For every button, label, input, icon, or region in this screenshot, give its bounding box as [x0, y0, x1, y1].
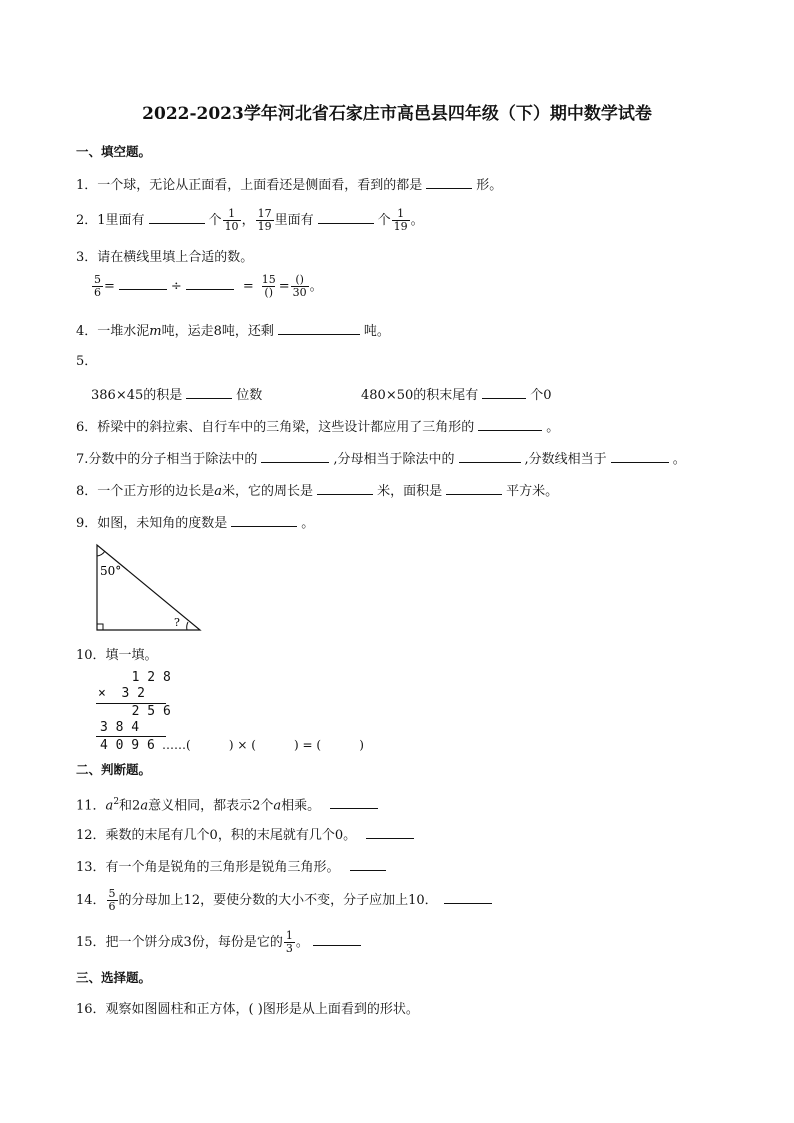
- fill-in-expression[interactable]: ……( ) × ( ) = ( ): [162, 738, 364, 752]
- angle-label-50: 50°: [100, 564, 122, 578]
- question-11: [76, 794, 382, 814]
- question-5b: [361, 386, 552, 404]
- section-heading-judgement: 二、判断题。: [76, 762, 152, 777]
- question-2-text-d: 个: [377, 213, 391, 228]
- angle-arc-bottom: [187, 622, 188, 630]
- answer-blank[interactable]: [444, 891, 492, 904]
- question-5b-suffix: 个0: [530, 388, 552, 403]
- question-4: [76, 322, 390, 340]
- question-11-label: 11．: [76, 798, 106, 814]
- question-3-equation: [91, 272, 323, 302]
- angle-arc-top: [97, 551, 105, 556]
- answer-blank[interactable]: [261, 450, 329, 463]
- divide-sign: ÷: [170, 279, 182, 294]
- unknown-angle-label: ?: [174, 616, 180, 629]
- question-8-text: 8．一个正方形的边长是: [76, 484, 215, 499]
- variable-a: a: [273, 798, 282, 814]
- partial-product-row-2: 3 8 4: [100, 720, 140, 735]
- fraction-denominator: 19: [257, 220, 272, 233]
- fraction-denominator: 30: [292, 286, 307, 299]
- answer-blank[interactable]: [119, 277, 167, 290]
- question-16: 16．观察如图圆柱和正方体，( )图形是从上面看到的形状。: [76, 1002, 419, 1017]
- fraction-numerator: 1: [228, 207, 236, 220]
- question-4-text-c: 吨。: [363, 324, 390, 339]
- fraction-denominator: 10: [224, 220, 239, 233]
- question-2-text: 2．1里面有: [76, 213, 145, 228]
- answer-blank[interactable]: [366, 826, 414, 839]
- fraction: [256, 208, 274, 233]
- answer-blank[interactable]: [350, 858, 386, 871]
- question-5a: [91, 386, 262, 404]
- question-14: [76, 886, 496, 916]
- question-14-text: 的分母加上12，要使分数的大小不变，分子应加上10．: [118, 893, 438, 908]
- answer-blank[interactable]: [231, 514, 297, 527]
- question-1: [76, 176, 502, 194]
- question-2: [76, 206, 424, 236]
- question-1-suffix: 形。: [476, 178, 503, 193]
- question-15-text: 15．把一个饼分成3份，每份是它的: [76, 935, 283, 950]
- answer-blank[interactable]: [278, 322, 360, 335]
- period: 。: [672, 452, 686, 467]
- fraction-denominator: 6: [108, 900, 116, 913]
- question-2-text-c: 里面有: [274, 213, 314, 228]
- variable-a: a: [140, 798, 149, 814]
- fraction: [92, 274, 103, 299]
- period: 。: [410, 213, 424, 228]
- triangle-outline: [97, 545, 200, 630]
- fraction-denominator: 19: [393, 220, 408, 233]
- result-row: 4 0 9 6: [100, 738, 155, 753]
- partial-product-row-1: 2 5 6: [116, 704, 171, 719]
- fraction-numerator-blank[interactable]: (): [295, 273, 304, 286]
- fraction: [107, 888, 118, 913]
- question-11-text: 和2: [119, 798, 141, 814]
- variable-a: a: [105, 798, 114, 814]
- question-9-text: 9．如图，未知角的度数是: [76, 516, 228, 531]
- question-11-text-c: 相乘。: [281, 798, 321, 814]
- variable-m: m: [149, 324, 162, 339]
- answer-blank[interactable]: [186, 386, 232, 399]
- fraction: [260, 274, 278, 299]
- comma: ，: [241, 213, 255, 228]
- fraction-denominator: 6: [94, 286, 101, 299]
- question-8: [76, 482, 558, 500]
- answer-blank[interactable]: [317, 482, 373, 495]
- question-7: [76, 450, 686, 468]
- question-7-text-b: ,分母相当于除法中的: [333, 452, 455, 467]
- question-12: [76, 826, 418, 844]
- question-12-text: 12．乘数的末尾有几个0，积的末尾就有几个0。: [76, 828, 357, 843]
- fraction-numerator: 15: [261, 273, 276, 286]
- answer-blank[interactable]: [482, 386, 526, 399]
- question-2-text-b: 个: [208, 213, 222, 228]
- answer-blank[interactable]: [446, 482, 502, 495]
- fraction-numerator: 1: [285, 929, 293, 942]
- question-4-text: 4．一堆水泥: [76, 324, 150, 339]
- question-6: [76, 418, 559, 436]
- question-8-text-b: 米，它的周长是: [222, 484, 314, 499]
- equals-sign: =: [278, 279, 290, 294]
- right-angle-marker: [97, 624, 103, 630]
- question-5-label: 5．: [76, 354, 98, 369]
- question-13-text: 13．有一个角是锐角的三角形是锐角三角形。: [76, 860, 340, 875]
- fraction-numerator: 1: [397, 207, 405, 220]
- answer-blank[interactable]: [318, 211, 374, 224]
- answer-blank[interactable]: [149, 211, 205, 224]
- question-3: 3．请在横线里填上合适的数。: [76, 250, 254, 265]
- fraction-numerator: 5: [94, 273, 101, 286]
- equals-sign: =: [242, 279, 254, 294]
- question-5a-text: 386×45的积是: [91, 388, 183, 403]
- question-13: [76, 858, 390, 876]
- answer-blank[interactable]: [313, 933, 361, 946]
- answer-blank[interactable]: [478, 418, 542, 431]
- section-heading-choice: 三、选择题。: [76, 970, 152, 985]
- question-14-label: 14．: [76, 893, 106, 908]
- calc-line: [96, 736, 166, 737]
- equals-sign: =: [104, 279, 115, 294]
- variable-a: a: [214, 484, 223, 499]
- question-7-text: 7.分数中的分子相当于除法中的: [76, 452, 258, 467]
- section-heading-fill-blank: 一、填空题。: [76, 144, 152, 159]
- fraction: [223, 208, 241, 233]
- question-5a-suffix: 位数: [236, 388, 263, 403]
- fraction: [291, 274, 309, 299]
- question-8-text-d: 平方米。: [506, 484, 559, 499]
- period: 。: [295, 935, 309, 950]
- exponent: 2: [113, 797, 120, 807]
- question-8-text-c: 米，面积是: [377, 484, 443, 499]
- question-11-text-b: 意义相同，都表示2个: [148, 798, 274, 814]
- period: 。: [301, 516, 315, 531]
- question-5b-text: 480×50的积末尾有: [361, 388, 479, 403]
- fraction-denominator-blank[interactable]: (): [264, 286, 274, 299]
- answer-blank[interactable]: [611, 450, 669, 463]
- question-1-text: 1．一个球，无论从正面看，上面看还是侧面看，看到的都是: [76, 178, 423, 193]
- question-4-text-b: 吨，运走8吨，还剩: [161, 324, 274, 339]
- answer-blank[interactable]: [426, 176, 472, 189]
- question-15: [76, 928, 365, 958]
- period: 。: [546, 420, 560, 435]
- page-title: 2022-2023学年河北省石家庄市高邑县四年级（下）期中数学试卷: [142, 104, 652, 124]
- question-10: 10．填一填。: [76, 648, 158, 663]
- question-6-text: 6．桥梁中的斜拉索、自行车中的三角梁，这些设计都应用了三角形的: [76, 420, 475, 435]
- question-9: [76, 514, 314, 532]
- fraction: [392, 208, 410, 233]
- fraction: [284, 930, 295, 955]
- fraction-numerator: 5: [108, 887, 116, 900]
- question-7-text-c: ,分数线相当于: [524, 452, 607, 467]
- answer-blank[interactable]: [330, 796, 378, 809]
- right-triangle-figure: [94, 542, 206, 634]
- fraction-numerator: 17: [257, 207, 272, 220]
- fraction-denominator: 3: [285, 942, 293, 955]
- period: 。: [309, 279, 323, 294]
- multiplicand-row: 1 2 8: [116, 670, 171, 685]
- answer-blank[interactable]: [459, 450, 521, 463]
- answer-blank[interactable]: [186, 277, 234, 290]
- multiplier-row: × 3 2: [98, 686, 145, 701]
